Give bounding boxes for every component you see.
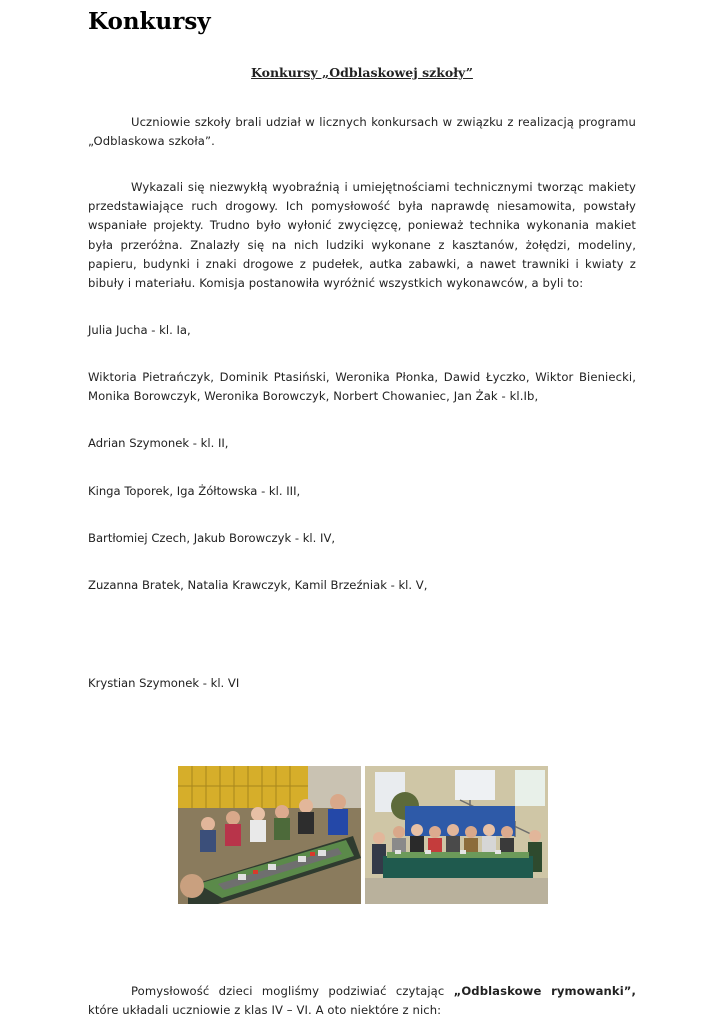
winner-line-class-5: Zuzanna Bratek, Natalia Krawczyk, Kamil Brzeźniak - kl. V, (88, 578, 428, 592)
photo-children-group-at-display[interactable] (365, 766, 548, 904)
winner-line-class-3: Kinga Toporek, Iga Żółtowska - kl. III, (88, 484, 301, 498)
closing-text-start: Pomysłowość dzieci mogliśmy podziwiać czytając (131, 984, 454, 998)
description-paragraph: Wykazali się niezwykłą wyobraźnią i umiejętnościami technicznymi tworząc makiety przedstawiające ruch drogowy. Ich pomysłowość była naprawdę niesamowita, powstały wspaniałe projekty. Trudno było wyłonić zwycięzcę, ponieważ technika wykonania makiet była przeróżna. Znalazły się na nich ludziki wykonane z kasztanów, żołędzi, modeliny, papieru, budynki i znaki drogowe z pudełek, autka zabawki, a nawet trawniki i kwiaty z bibuły i materiału. Komisja postanowiła wyróżnić wszystkich wykonawców, a byli to: (88, 180, 636, 291)
section-heading: Konkursy „Odblaskowej szkoły” (251, 65, 473, 80)
closing-text-end: które układali uczniowie z klas IV – VI. A oto niektóre z nich: (88, 1003, 442, 1018)
winner-line-class-4: Bartłomiej Czech, Jakub Borowczyk - kl. IV, (88, 531, 336, 545)
intro-paragraph: Uczniowie szkoły brali udział w licznych konkursach w związku z realizacją programu „Odblaskowa szkoła”. (88, 115, 636, 149)
rhymes-title: „Odblaskowe rymowanki”, (453, 984, 636, 998)
photo-children-with-traffic-models[interactable] (178, 766, 361, 904)
winner-line-class-1a: Julia Jucha - kl. Ia, (88, 323, 191, 337)
photo-gallery (178, 766, 548, 904)
winner-line-class-2: Adrian Szymonek - kl. II, (88, 436, 229, 450)
winner-line-class-6: Krystian Szymonek - kl. VI (88, 676, 240, 690)
closing-paragraph (88, 982, 636, 1020)
page-title: Konkursy (88, 8, 211, 35)
winner-line-class-1b: Wiktoria Pietrańczyk, Dominik Ptasiński, Weronika Płonka, Dawid Łyczko, Wiktor Bieniecki, Monika Borowczyk, Weronika Borowczyk, Norbert Chowaniec, Jan Żak - kl.Ib, (88, 370, 636, 404)
